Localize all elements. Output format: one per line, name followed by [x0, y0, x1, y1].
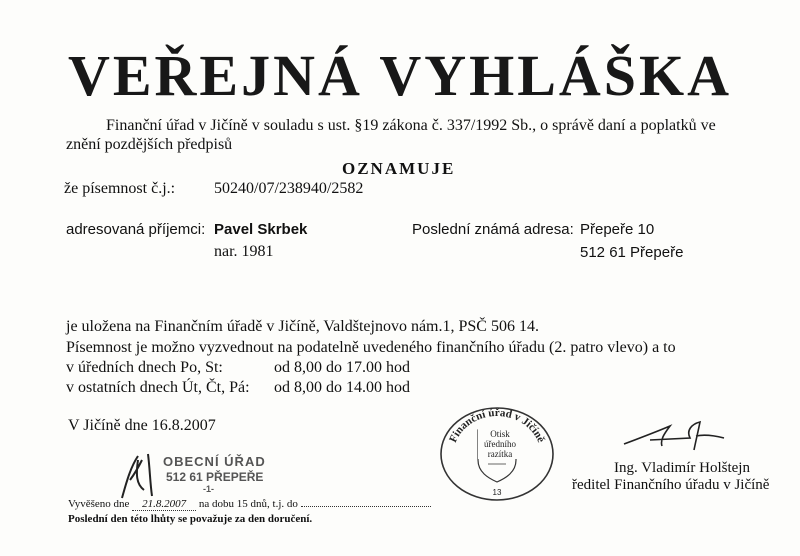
hours-1-value: od 8,00 do 17.00 hod — [274, 359, 410, 376]
municipal-stamp-line-1: OBECNÍ ÚŘAD — [163, 454, 266, 469]
signatory-title: ředitel Finančního úřadu v Jičíně — [572, 477, 770, 493]
address-line-2: 512 61 Přepeře — [580, 244, 684, 261]
intro-line-1: Finanční úřad v Jičíně v souladu s ust. §19 zákona č. 337/1992 Sb., o správě daní a poplatků ve — [106, 117, 716, 134]
address-label: Poslední známá adresa: — [412, 221, 574, 238]
seal-inner-text: Otisk úředního razítka — [478, 429, 522, 459]
place-date: V Jičíně dne 16.8.2007 — [68, 417, 216, 434]
director-signature — [620, 416, 730, 460]
seal-number: 13 — [492, 488, 502, 497]
posted-date: 21.8.2007 — [132, 498, 196, 511]
last-day-note: Poslední den této lhůty se považuje za den doručení. — [68, 513, 313, 525]
posted-label: Vyvěšeno dne — [68, 498, 130, 510]
handwritten-initials — [108, 450, 168, 502]
posted-period: na dobu 15 dnů, t.j. do — [198, 498, 298, 510]
announces-heading: OZNAMUJE — [342, 159, 456, 178]
body-line-1: je uložena na Finančním úřadě v Jičíně, Valdštejnovo nám.1, PSČ 506 14. — [66, 318, 539, 335]
municipal-stamp-line-3: -1- — [203, 484, 214, 494]
posted-until-blank — [301, 506, 431, 507]
recipient-birth: nar. 1981 — [214, 243, 274, 260]
hours-1-label: v úředních dnech Po, St: — [66, 359, 223, 376]
doc-number: 50240/07/238940/2582 — [214, 180, 364, 197]
hours-2-label: v ostatních dnech Út, Čt, Pá: — [66, 379, 250, 396]
recipient-label: adresovaná příjemci: — [66, 221, 206, 238]
document-title: VEŘEJNÁ VYHLÁŠKA — [67, 43, 733, 108]
address-line-1: Přepeře 10 — [580, 221, 655, 238]
municipal-stamp-line-2: 512 61 PŘEPEŘE — [166, 470, 264, 484]
intro-line-2: znění pozdějších předpisů — [66, 136, 233, 153]
recipient-name: Pavel Skrbek — [214, 221, 308, 238]
signatory-name: Ing. Vladimír Holštejn — [614, 460, 750, 476]
seal-ring-text: Finanční úřad v Jičíně — [447, 406, 547, 445]
body-line-2: Písemnost je možno vyzvednout na podatelně uvedeného finančního úřadu (2. patro vlevo) a to — [66, 339, 676, 356]
hours-2-value: od 8,00 do 14.00 hod — [274, 379, 410, 396]
doc-number-label: že písemnost č.j.: — [64, 180, 176, 197]
